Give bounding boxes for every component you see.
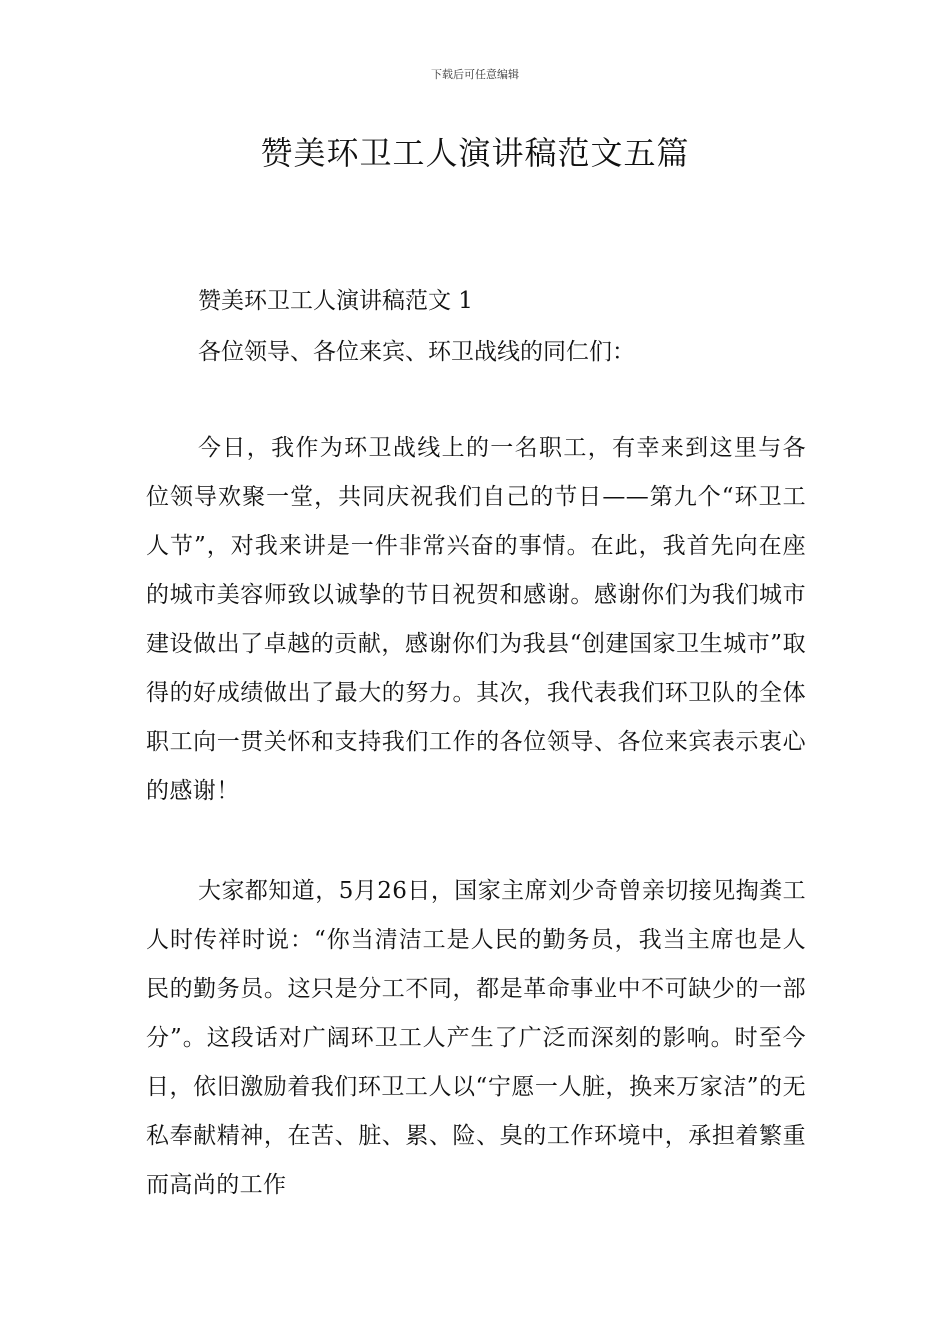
header-note: 下载后可任意编辑: [431, 68, 519, 81]
paragraph-text: 今日，我作为环卫战线上的一名职工，有幸来到这里与各位领导欢聚一堂，共同庆祝我们自己的节日——第九个“环卫工人节”，对我来讲是一件非常兴奋的事情。在此，我首先向在座的城市美容师致以诚挚的节日祝贺和感谢。感谢你们为我们城市建设做出了卓越的贡献，感谢你们为我县“创建国家卫生城市”取得的好成绩做出了最大的努力。其次，我代表我们环卫队的全体职工向一贯关怀和支持我们工作的各位领导、各位来宾表示衷心的感谢！: [146, 435, 806, 804]
paragraph-text: 大家都知道，5月26日，国家主席刘少奇曾亲切接见掏粪工人时传祥时说：“你当清洁工是人民的勤务员，我当主席也是人民的勤务员。这只是分工不同，都是革命事业中不可缺少的一部分”。这段话对广阔环卫工人产生了广泛而深刻的影响。时至今日，依旧激励着我们环卫工人以“宁愿一人脏，换来万家洁”的无私奉献精神，在苦、脏、累、险、臭的工作环境中，承担着繁重而高尚的工作: [146, 878, 806, 1198]
paragraph-1: [146, 424, 806, 816]
section-heading: 赞美环卫工人演讲稿范文 1: [198, 288, 473, 314]
document-title: 赞美环卫工人演讲稿范文五篇: [260, 134, 690, 172]
salutation: 各位领导、各位来宾、环卫战线的同仁们：: [198, 339, 635, 365]
paragraph-2: [146, 867, 806, 1247]
